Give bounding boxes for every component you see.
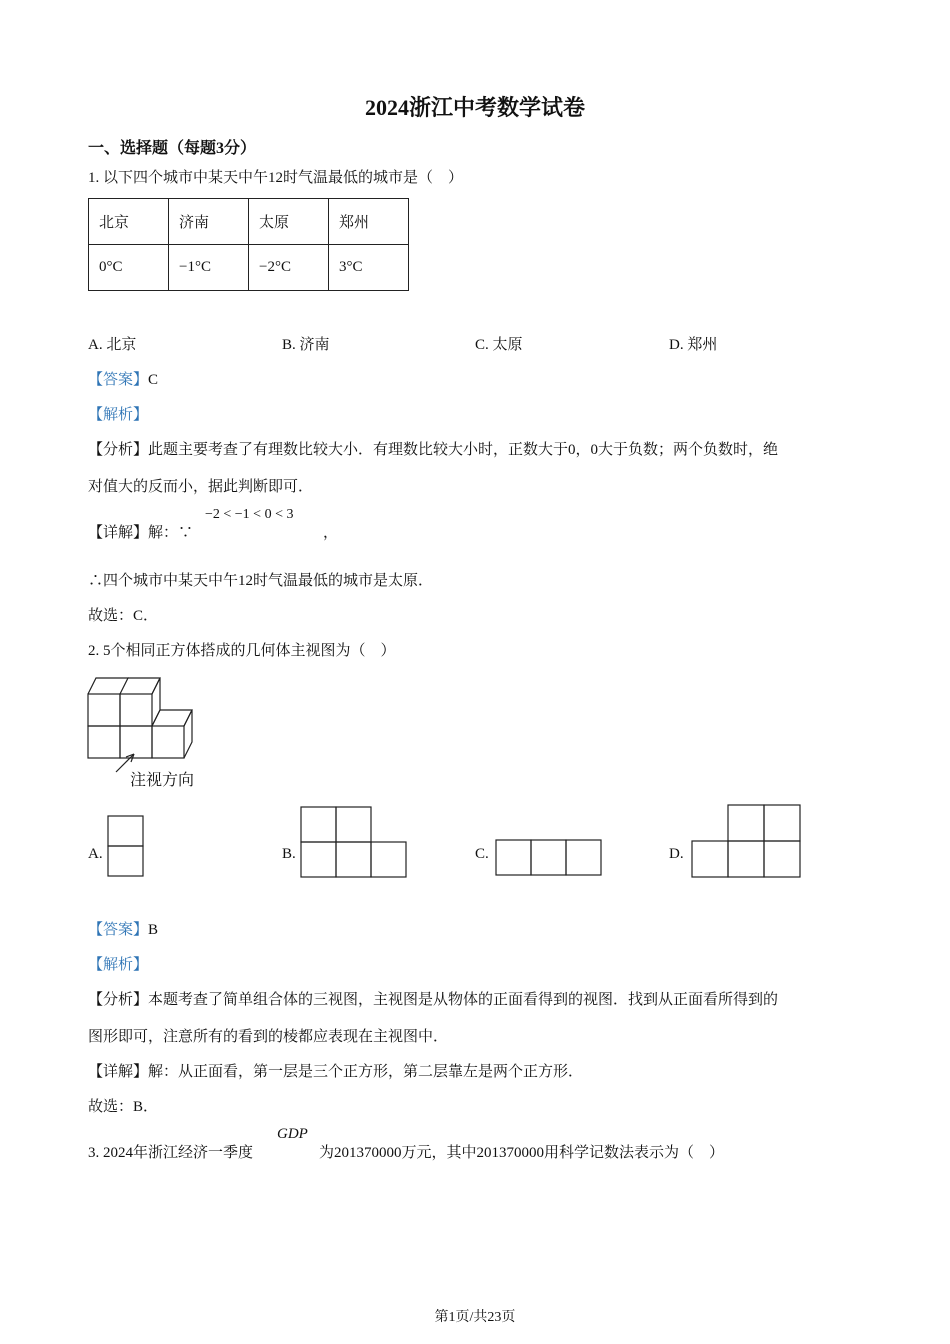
- q2-xiangjie: [88, 1060, 583, 1081]
- q1-option-c: C. 太原: [475, 337, 523, 353]
- option-d-figure: [690, 804, 802, 878]
- q1-xiangjie: [88, 521, 193, 542]
- q1-xiangjie-suffix: ，: [323, 525, 339, 541]
- table-cell: −1°C: [169, 245, 249, 291]
- section-heading: 一、选择题（每题3分）: [88, 140, 257, 157]
- q2-option-a-label: A.: [88, 846, 103, 862]
- table-cell: 郑州: [329, 199, 409, 245]
- q1-option-a: A. 北京: [88, 337, 137, 353]
- q1-fenxi-line1: [88, 438, 778, 459]
- q1-option-d: D. 郑州: [669, 337, 718, 353]
- xiangjie-prefix: 解：∵: [148, 525, 194, 541]
- fenxi-text: 此题主要考查了有理数比较大小．有理数比较大小时，正数大于0，0大于负数；两个负数时，绝: [148, 442, 779, 458]
- option-c-figure: [495, 839, 603, 877]
- q2-jiexi-tag: 【解析】: [88, 957, 149, 973]
- q1-stem: 1. 以下四个城市中某天中午12时气温最低的城市是（ ）: [88, 170, 464, 186]
- q1-choose: 故选：C．: [88, 608, 159, 624]
- xiangjie-text: 解：从正面看，第一层是三个正方形，第二层靠左是两个正方形．: [148, 1064, 584, 1080]
- table-cell: −2°C: [249, 245, 329, 291]
- xiangjie-tag: 【详解】: [88, 1064, 149, 1080]
- table-row: [89, 199, 409, 245]
- temperature-table: [88, 198, 409, 291]
- q1-inequality: −2 < −1 < 0 < 3: [205, 507, 294, 522]
- option-b-figure: [300, 806, 408, 878]
- q2-fenxi-line2: 图形即可，注意所有的看到的棱都应表现在主视图中．: [88, 1029, 449, 1045]
- q1-jiexi-tag: 【解析】: [88, 407, 149, 423]
- q1-fenxi-line2: 对值大的反而小，据此判断即可．: [88, 479, 314, 495]
- table-cell: 0°C: [89, 245, 169, 291]
- table-cell: 太原: [249, 199, 329, 245]
- answer-value: B: [148, 922, 159, 938]
- fenxi-tag: 【分析】: [88, 992, 149, 1008]
- q2-answer: [88, 918, 158, 939]
- q2-option-b-label: B.: [282, 846, 296, 862]
- answer-value: C: [148, 372, 159, 388]
- direction-label: 注视方向: [130, 772, 195, 789]
- q3-gdp: GDP: [277, 1126, 308, 1142]
- q3-stem-prefix: 3. 2024年浙江经济一季度: [88, 1145, 254, 1161]
- q3-stem-suffix: 为201370000万元，其中201370000用科学记数法表示为（ ）: [319, 1145, 725, 1161]
- fenxi-text: 本题考查了简单组合体的三视图，主视图是从物体的正面看得到的视图．找到从正面看所得到的: [148, 992, 779, 1008]
- q2-option-d-label: D.: [669, 846, 684, 862]
- q1-answer: [88, 368, 158, 389]
- q1-conclusion: ∴四个城市中某天中午12时气温最低的城市是太原．: [88, 573, 434, 589]
- q2-fenxi-line1: [88, 988, 778, 1009]
- q1-option-b: B. 济南: [282, 337, 330, 353]
- page-title: 2024浙江中考数学试卷: [364, 95, 585, 120]
- table-row: [89, 245, 409, 291]
- table-cell: 北京: [89, 199, 169, 245]
- answer-tag: 【答案】: [88, 922, 149, 938]
- option-a-figure: [107, 815, 145, 878]
- fenxi-tag: 【分析】: [88, 442, 149, 458]
- table-cell: 3°C: [329, 245, 409, 291]
- table-cell: 济南: [169, 199, 249, 245]
- answer-tag: 【答案】: [88, 372, 149, 388]
- q2-stem: 2. 5个相同正方体搭成的几何体主视图为（ ）: [88, 643, 396, 659]
- page-footer: 第1页/共23页: [434, 1310, 516, 1325]
- q2-choose: 故选：B．: [88, 1099, 159, 1115]
- q2-option-c-label: C.: [475, 846, 489, 862]
- xiangjie-tag: 【详解】: [88, 525, 149, 541]
